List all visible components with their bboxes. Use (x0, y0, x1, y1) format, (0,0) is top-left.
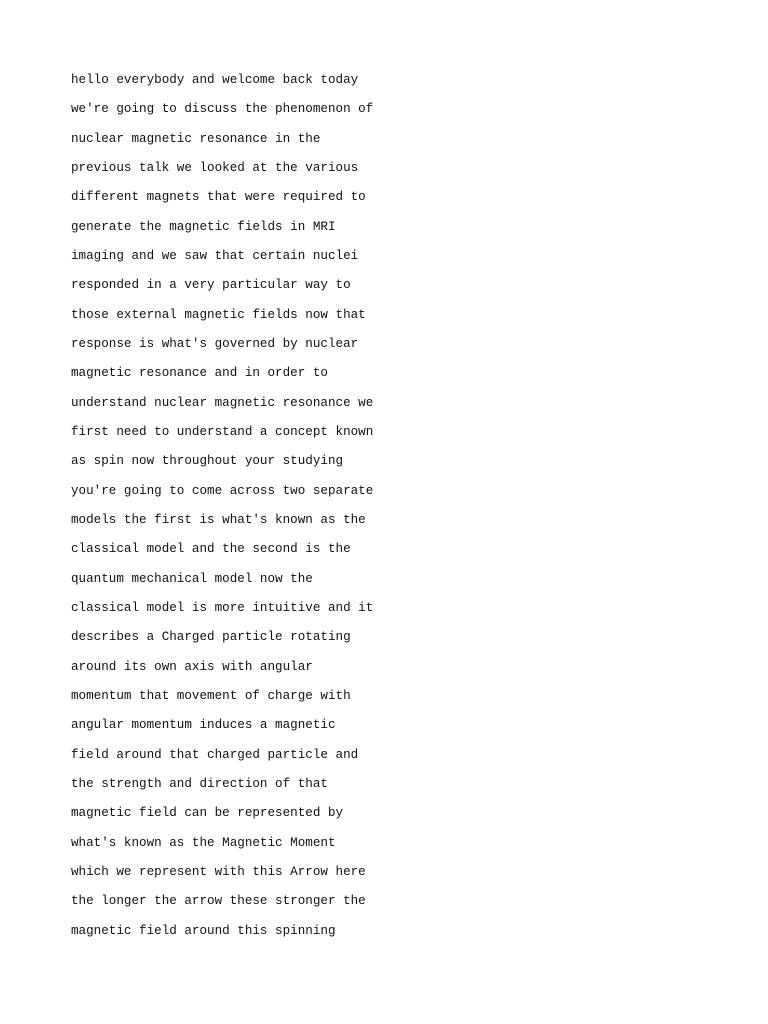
text-line: the strength and direction of that (71, 776, 328, 791)
text-line: those external magnetic fields now that (71, 307, 366, 322)
text-line: magnetic field can be represented by (71, 806, 344, 821)
text-line: magnetic field around this spinning (71, 923, 336, 938)
text-line: we're going to discuss the phenomenon of (71, 102, 374, 117)
text-line: around its own axis with angular (71, 659, 313, 674)
text-line: classical model and the second is the (71, 542, 351, 557)
text-line: classical model is more intuitive and it (71, 600, 374, 615)
text-line: describes a Charged particle rotating (71, 630, 351, 645)
text-line: different magnets that were required to (71, 190, 366, 205)
text-line: response is what's governed by nuclear (71, 336, 359, 351)
text-line: first need to understand a concept known (71, 424, 374, 439)
text-line: previous talk we looked at the various (71, 160, 359, 175)
text-line: you're going to come across two separate (71, 483, 374, 498)
text-line: nuclear magnetic resonance in the (71, 131, 321, 146)
text-line: quantum mechanical model now the (71, 571, 313, 586)
text-line: responded in a very particular way to (71, 278, 351, 293)
text-line: models the first is what's known as the (71, 512, 366, 527)
text-line: what's known as the Magnetic Moment (71, 835, 336, 850)
text-line: magnetic resonance and in order to (71, 366, 328, 381)
text-line: generate the magnetic fields in MRI (71, 219, 336, 234)
transcript-text (71, 66, 373, 946)
text-line: hello everybody and welcome back today (71, 73, 359, 87)
text-line: imaging and we saw that certain nuclei (71, 248, 359, 263)
text-line: angular momentum induces a magnetic (71, 718, 336, 733)
text-line: as spin now throughout your studying (71, 454, 344, 469)
text-line: field around that charged particle and (71, 747, 359, 762)
text-line: which we represent with this Arrow here (71, 864, 366, 879)
text-line: understand nuclear magnetic resonance we (71, 395, 374, 410)
text-line: momentum that movement of charge with (71, 688, 351, 703)
text-line: the longer the arrow these stronger the (71, 894, 366, 909)
